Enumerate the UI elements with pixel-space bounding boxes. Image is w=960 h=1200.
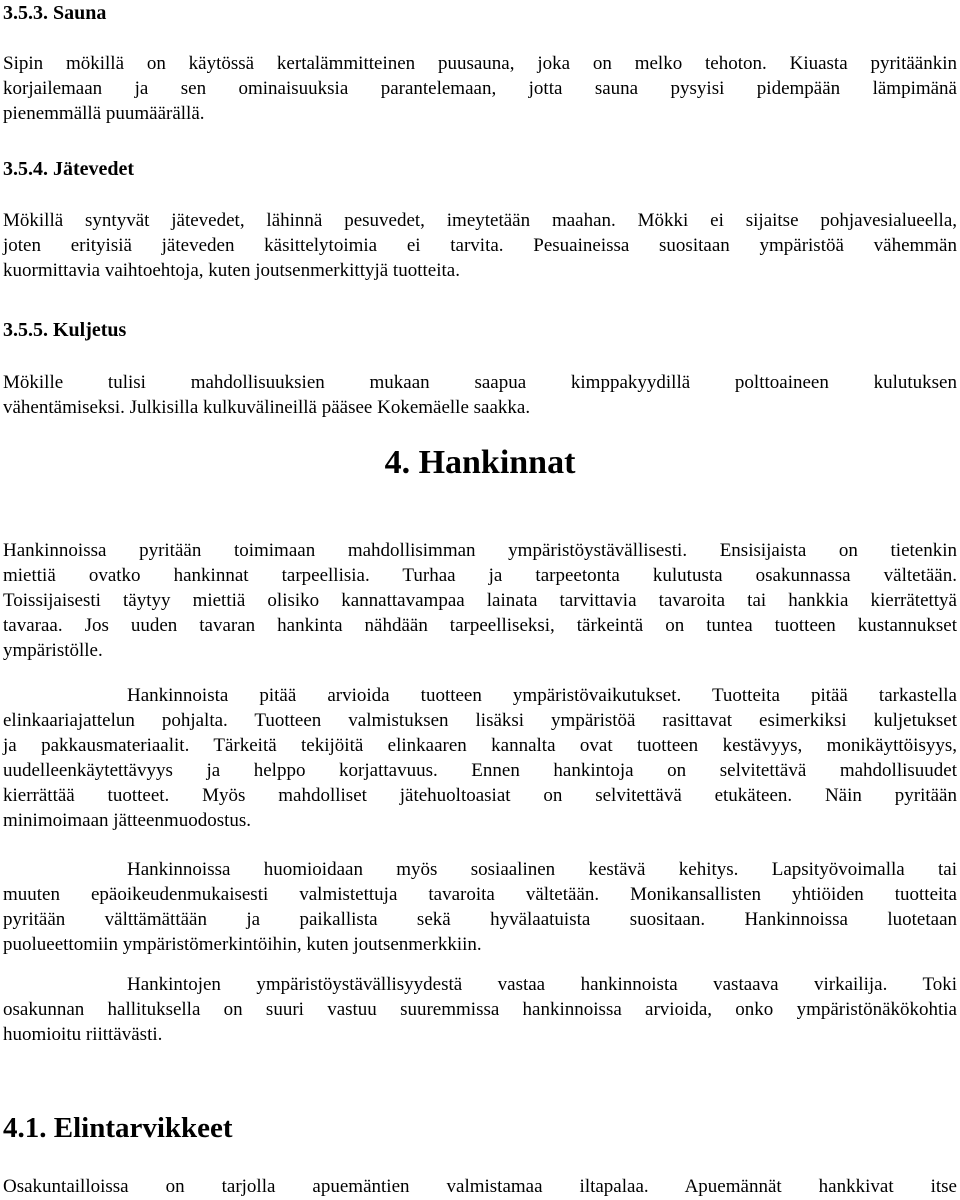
text-line: pienemmällä puumäärällä. xyxy=(3,103,205,124)
paragraph-hankinnat-2 xyxy=(3,683,957,833)
chapter-heading-hankinnat: 4. Hankinnat xyxy=(384,444,576,481)
text-line: Osakuntailloissa on tarjolla apuemäntien valmistamaa iltapalaa. Apuemännät hankkivat itse xyxy=(3,1176,957,1197)
paragraph-hankinnat-3 xyxy=(3,857,957,957)
text-line: elinkaariajattelun pohjalta. Tuotteen valmistuksen lisäksi ympäristöä rasittavat esimerkiksi kuljetukset xyxy=(3,710,957,731)
text-line: osakunnan hallituksella on suuri vastuu suuremmissa hankinnoissa arvioida, onko ympäristönäkökohtia xyxy=(3,999,957,1020)
text-line: korjailemaan ja sen ominaisuuksia parantelemaan, jotta sauna pysyisi pidempään lämpimänä xyxy=(3,78,957,99)
text-line: Hankinnoista pitää arvioida tuotteen ympäristövaikutukset. Tuotteita pitää tarkastella xyxy=(127,685,957,706)
text-line: puolueettomiin ympäristömerkintöihin, kuten joutsenmerkkiin. xyxy=(3,934,482,955)
paragraph-jatevedet xyxy=(3,208,957,283)
text-line: pyritään välttämättään ja paikallista sekä hyvälaatuista suositaan. Hankinnoissa luotetaan xyxy=(3,909,957,930)
section-heading-sauna: 3.5.3. Sauna xyxy=(3,2,107,24)
text-line: kuormittavia vaihtoehtoja, kuten joutsenmerkittyjä tuotteita. xyxy=(3,260,460,281)
section-heading-elintarvikkeet: 4.1. Elintarvikkeet xyxy=(3,1112,233,1144)
paragraph-kuljetus xyxy=(3,370,957,420)
section-heading-jatevedet: 3.5.4. Jätevedet xyxy=(3,158,135,180)
text-line: Hankinnoissa huomioidaan myös sosiaalinen kestävä kehitys. Lapsityövoimalla tai xyxy=(127,859,957,880)
text-line: huomioitu riittävästi. xyxy=(3,1024,163,1045)
text-line: Mökille tulisi mahdollisuuksien mukaan saapua kimppakyydillä polttoaineen kulutuksen xyxy=(3,372,957,393)
text-line: Sipin mökillä on käytössä kertalämmitteinen puusauna, joka on melko tehoton. Kiuasta pyritäänkin xyxy=(3,53,957,74)
paragraph-elintarvikkeet xyxy=(3,1174,957,1199)
text-line: ympäristölle. xyxy=(3,640,103,661)
text-line: ja pakkausmateriaalit. Tärkeitä tekijöitä elinkaaren kannalta ovat tuotteen kestävyys, monikäyttöisyys, xyxy=(3,735,957,756)
text-line: muuten epäoikeudenmukaisesti valmistettuja tavaroita vältetään. Monikansallisten yhtiöiden tuotteita xyxy=(3,884,957,905)
text-line: Toissijaisesti täytyy miettiä olisiko kannattavampaa lainata tarvittavia tavaroita tai hankkia kierrätettyä xyxy=(3,590,957,611)
text-line: uudelleenkäytettävyys ja helppo korjattavuus. Ennen hankintoja on selvitettävä mahdollisuudet xyxy=(3,760,957,781)
paragraph-sauna xyxy=(3,51,957,126)
paragraph-hankinnat-1 xyxy=(3,538,957,663)
text-line: miettiä ovatko hankinnat tarpeellisia. Turhaa ja tarpeetonta kulutusta osakunnassa vältetään. xyxy=(3,565,957,586)
text-line: Hankintojen ympäristöystävällisyydestä vastaa hankinnoista vastaava virkailija. Toki xyxy=(127,974,957,995)
text-line: Mökillä syntyvät jätevedet, lähinnä pesuvedet, imeytetään maahan. Mökki ei sijaitse pohjavesialueella, xyxy=(3,210,957,231)
text-line: kierrättää tuotteet. Myös mahdolliset jätehuoltoasiat on selvitettävä etukäteen. Näin pyritään xyxy=(3,785,957,806)
text-line: tavaraa. Jos uuden tavaran hankinta nähdään tarpeelliseksi, tärkeintä on tuntea tuotteen kustannukset xyxy=(3,615,957,636)
paragraph-hankinnat-4 xyxy=(3,972,957,1047)
section-heading-kuljetus: 3.5.5. Kuljetus xyxy=(3,319,127,341)
text-line: vähentämiseksi. Julkisilla kulkuvälineillä pääsee Kokemäelle saakka. xyxy=(3,397,531,418)
text-line: joten erityisiä jäteveden käsittelytoimia ei tarvita. Pesuaineissa suositaan ympäristöä vähemmän xyxy=(3,235,957,256)
text-line: Hankinnoissa pyritään toimimaan mahdollisimman ympäristöystävällisesti. Ensisijaista on tietenkin xyxy=(3,540,957,561)
text-line: minimoimaan jätteenmuodostus. xyxy=(3,810,252,831)
